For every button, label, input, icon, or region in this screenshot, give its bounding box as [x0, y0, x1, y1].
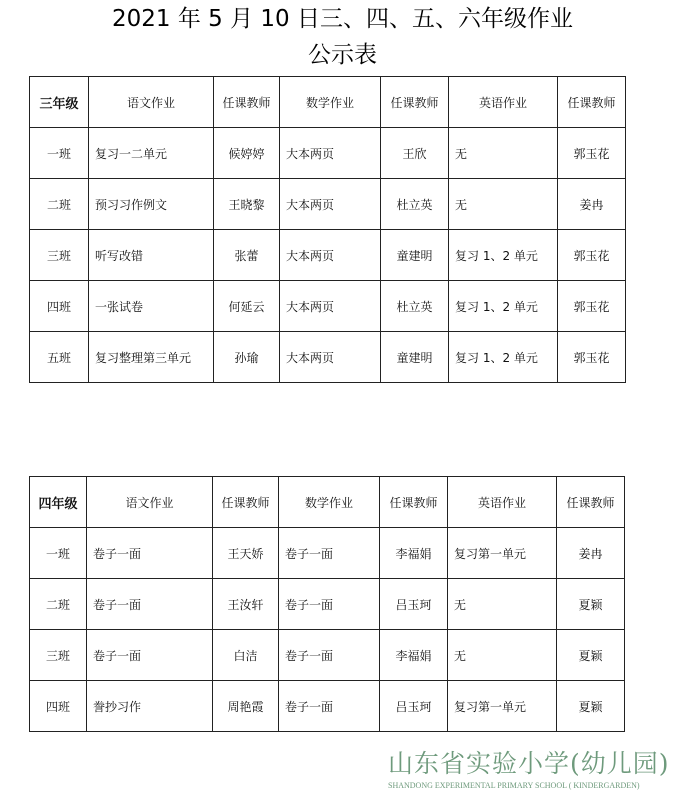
class-cell: 三班 — [30, 230, 89, 281]
english-homework-cell: 复习第一单元 — [448, 681, 557, 732]
teacher-cell: 王汝轩 — [213, 579, 279, 630]
chinese-homework-cell: 复习一二单元 — [89, 128, 214, 179]
chinese-homework-cell: 听写改错 — [89, 230, 214, 281]
teacher-cell: 周艳霞 — [213, 681, 279, 732]
column-header: 任课教师 — [558, 77, 626, 128]
column-header: 任课教师 — [557, 477, 625, 528]
english-homework-cell: 无 — [448, 630, 557, 681]
table-row — [30, 579, 625, 630]
column-header: 任课教师 — [380, 477, 448, 528]
chinese-homework-cell: 一张试卷 — [89, 281, 214, 332]
teacher-cell: 张蕾 — [214, 230, 280, 281]
math-homework-cell: 卷子一面 — [279, 630, 380, 681]
school-name-en: SHANDONG EXPERIMENTAL PRIMARY SCHOOL ( KINDERGARDEN) — [388, 781, 640, 790]
class-cell: 一班 — [30, 528, 87, 579]
column-header: 任课教师 — [213, 477, 279, 528]
table-header-row — [30, 77, 626, 128]
table-header-row — [30, 477, 625, 528]
table-row — [30, 332, 626, 383]
teacher-cell: 杜立英 — [381, 179, 449, 230]
class-cell: 一班 — [30, 128, 89, 179]
column-header: 任课教师 — [381, 77, 449, 128]
teacher-cell: 王欣 — [381, 128, 449, 179]
teacher-cell: 郭玉花 — [558, 332, 626, 383]
page-title: 2021 年 5 月 10 日三、四、五、六年级作业 — [112, 6, 573, 32]
teacher-cell: 候婷婷 — [214, 128, 280, 179]
teacher-cell: 白洁 — [213, 630, 279, 681]
school-name-cn: 山东省实验小学(幼儿园) — [388, 749, 670, 778]
chinese-homework-cell: 卷子一面 — [87, 528, 213, 579]
table-row — [30, 179, 626, 230]
school-logo — [388, 748, 680, 792]
column-header: 语文作业 — [89, 77, 214, 128]
table-row — [30, 681, 625, 732]
teacher-cell: 吕玉珂 — [380, 681, 448, 732]
teacher-cell: 姜冉 — [557, 528, 625, 579]
page-subtitle: 公示表 — [308, 42, 377, 68]
english-homework-cell: 无 — [448, 579, 557, 630]
table-row — [30, 528, 625, 579]
math-homework-cell: 卷子一面 — [279, 681, 380, 732]
teacher-cell: 何延云 — [214, 281, 280, 332]
math-homework-cell: 大本两页 — [280, 230, 381, 281]
column-header: 数学作业 — [280, 77, 381, 128]
chinese-homework-cell: 誊抄习作 — [87, 681, 213, 732]
class-cell: 四班 — [30, 281, 89, 332]
teacher-cell: 姜冉 — [558, 179, 626, 230]
math-homework-cell: 大本两页 — [280, 281, 381, 332]
english-homework-cell: 复习 1、2 单元 — [449, 230, 558, 281]
column-header: 数学作业 — [279, 477, 380, 528]
column-header: 英语作业 — [448, 477, 557, 528]
math-homework-cell: 大本两页 — [280, 332, 381, 383]
grade-label: 三年级 — [30, 77, 89, 128]
table-row — [30, 281, 626, 332]
column-header: 任课教师 — [214, 77, 280, 128]
teacher-cell: 郭玉花 — [558, 230, 626, 281]
english-homework-cell: 复习 1、2 单元 — [449, 332, 558, 383]
table-row — [30, 230, 626, 281]
teacher-cell: 童建明 — [381, 230, 449, 281]
teacher-cell: 孙瑜 — [214, 332, 280, 383]
teacher-cell: 杜立英 — [381, 281, 449, 332]
chinese-homework-cell: 预习习作例文 — [89, 179, 214, 230]
class-cell: 四班 — [30, 681, 87, 732]
column-header: 语文作业 — [87, 477, 213, 528]
grade3-homework-table — [29, 76, 626, 383]
english-homework-cell: 无 — [449, 179, 558, 230]
teacher-cell: 郭玉花 — [558, 128, 626, 179]
class-cell: 五班 — [30, 332, 89, 383]
math-homework-cell: 卷子一面 — [279, 528, 380, 579]
chinese-homework-cell: 卷子一面 — [87, 630, 213, 681]
english-homework-cell: 复习第一单元 — [448, 528, 557, 579]
chinese-homework-cell: 复习整理第三单元 — [89, 332, 214, 383]
teacher-cell: 吕玉珂 — [380, 579, 448, 630]
math-homework-cell: 卷子一面 — [279, 579, 380, 630]
grade-label: 四年级 — [30, 477, 87, 528]
english-homework-cell: 复习 1、2 单元 — [449, 281, 558, 332]
teacher-cell: 夏颖 — [557, 579, 625, 630]
teacher-cell: 郭玉花 — [558, 281, 626, 332]
class-cell: 二班 — [30, 579, 87, 630]
column-header: 英语作业 — [449, 77, 558, 128]
class-cell: 三班 — [30, 630, 87, 681]
teacher-cell: 王天娇 — [213, 528, 279, 579]
math-homework-cell: 大本两页 — [280, 179, 381, 230]
teacher-cell: 童建明 — [381, 332, 449, 383]
table-row — [30, 630, 625, 681]
english-homework-cell: 无 — [449, 128, 558, 179]
teacher-cell: 李福娟 — [380, 630, 448, 681]
teacher-cell: 夏颖 — [557, 630, 625, 681]
teacher-cell: 夏颖 — [557, 681, 625, 732]
teacher-cell: 李福娟 — [380, 528, 448, 579]
table-row — [30, 128, 626, 179]
class-cell: 二班 — [30, 179, 89, 230]
grade4-homework-table — [29, 476, 625, 732]
chinese-homework-cell: 卷子一面 — [87, 579, 213, 630]
math-homework-cell: 大本两页 — [280, 128, 381, 179]
teacher-cell: 王晓黎 — [214, 179, 280, 230]
